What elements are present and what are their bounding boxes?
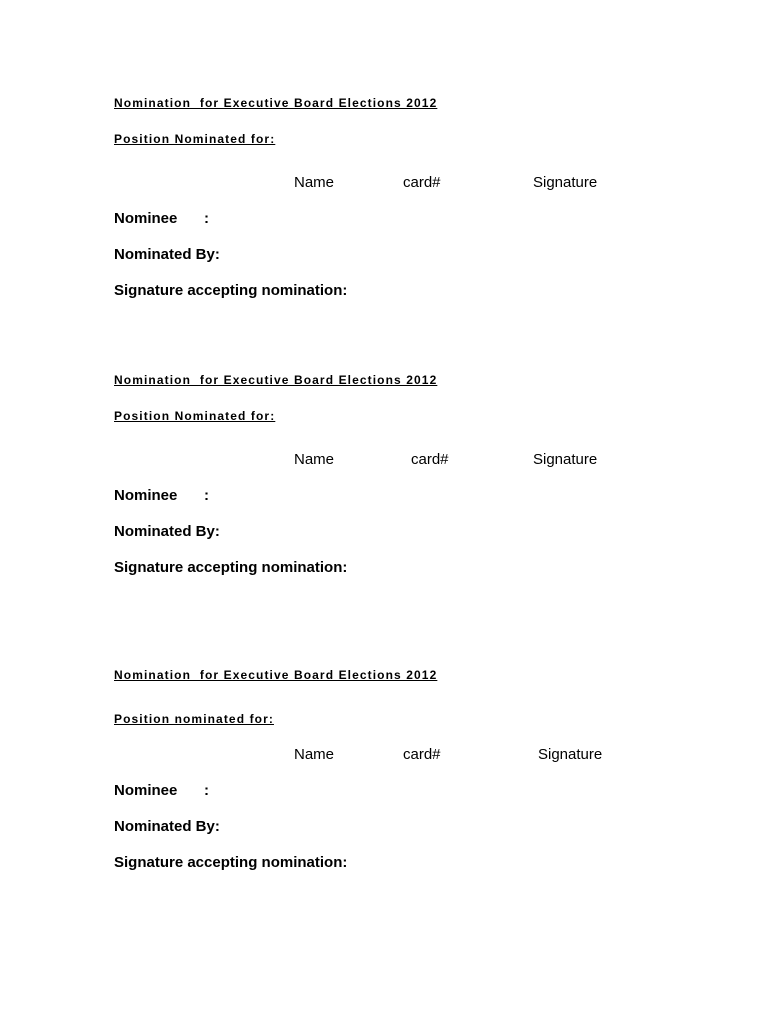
form-title: Nomination for Executive Board Elections 2012 [114,668,438,682]
signature-accepting-label: Signature accepting nomination: [114,854,348,871]
form-title: Nomination for Executive Board Elections 2012 [114,373,438,387]
column-header-card: card# [403,746,441,763]
column-header-card: card# [411,451,449,468]
nominated-by-label: Nominated By: [114,523,220,540]
nominee-label: Nominee [114,782,178,799]
position-nominated-label: Position Nominated for: [114,132,276,146]
nominee-colon: : [204,487,209,504]
column-header-name: Name [294,174,335,191]
column-header-card: card# [403,174,441,191]
nominated-by-label: Nominated By: [114,818,220,835]
position-nominated-label: Position nominated for: [114,712,274,726]
column-header-signature: Signature [538,746,603,763]
nominee-colon: : [204,210,209,227]
column-header-signature: Signature [533,174,598,191]
signature-accepting-label: Signature accepting nomination: [114,282,348,299]
nominee-colon: : [204,782,209,799]
column-header-name: Name [294,746,335,763]
position-nominated-label: Position Nominated for: [114,409,276,423]
signature-accepting-label: Signature accepting nomination: [114,559,348,576]
nominated-by-label: Nominated By: [114,246,220,263]
nominee-label: Nominee [114,487,178,504]
column-header-signature: Signature [533,451,598,468]
nominee-label: Nominee [114,210,178,227]
column-header-name: Name [294,451,335,468]
form-title: Nomination for Executive Board Elections 2012 [114,96,438,110]
